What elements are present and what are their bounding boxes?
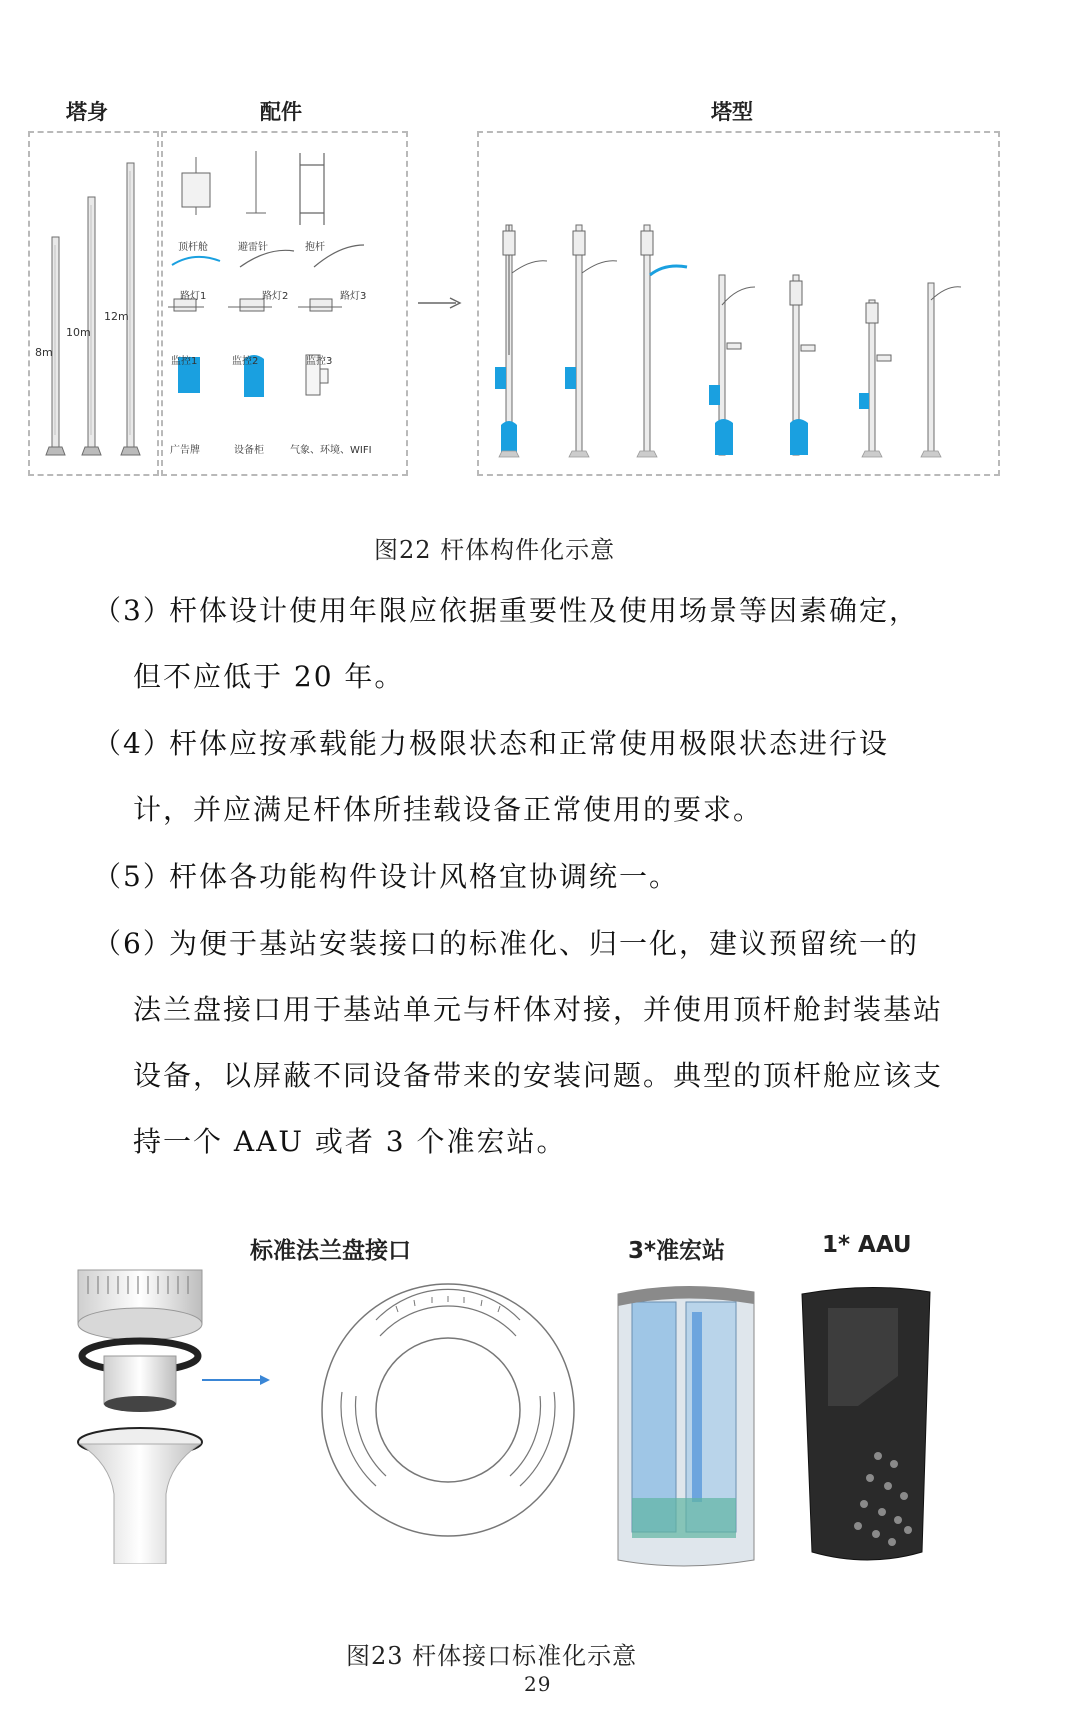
paragraph-6-line-2: 法兰盘接口用于基站单元与杆体对接，并使用顶杆舱封装基站 (133, 993, 944, 1026)
paragraph-6-line-4: 持一个 AAU 或者 3 个准宏站。 (133, 1125, 567, 1158)
paragraph-6 (93, 911, 1013, 1175)
camera-part-3 (298, 299, 342, 311)
paragraph-4 (93, 711, 1013, 843)
flange-plate-diagram (318, 1280, 578, 1540)
part-label-equipment-cabinet: 设备柜 (234, 445, 264, 456)
heading-parts: 配件 (260, 100, 302, 124)
heading-flange: 标准法兰盘接口 (250, 1238, 411, 1264)
heading-tower: 塔身 (66, 100, 108, 124)
part-label-streetlight-1: 路灯1 (180, 291, 207, 302)
pole-top-exploded-view (70, 1264, 340, 1564)
top-cabin-part (182, 157, 210, 215)
paragraph-3 (93, 578, 1013, 710)
part-label-camera-1: 监控1 (171, 356, 198, 367)
part-label-camera-3: 监控3 (306, 356, 333, 367)
paragraph-5-line-1: 杆体各功能构件设计风格宜协调统一。 (169, 860, 680, 893)
macro-station-enclosure (612, 1282, 762, 1570)
paragraph-3-line-2: 但不应低于 20 年。 (133, 660, 405, 693)
lightning-rod-part (246, 151, 266, 213)
paragraph-4-line-2: 计，并应满足杆体所挂载设备正常使用的要求。 (133, 793, 764, 826)
aau-unit (798, 1286, 938, 1568)
tower-poles-figure (30, 135, 158, 473)
paragraph-4-line-1: 杆体应按承载能力极限状态和正常使用极限状态进行设 (169, 727, 890, 760)
part-label-weather-env-wifi: 气象、环境、WIFI (290, 445, 372, 456)
height-label-12m: 12m (104, 310, 129, 323)
paragraph-6-line-3: 设备，以屏蔽不同设备带来的安装问题。典型的顶杆舱应该支 (133, 1059, 944, 1092)
tower-type-7 (931, 287, 961, 300)
pole-12m (121, 163, 140, 455)
part-label-top-cabin: 顶杆舱 (178, 242, 208, 253)
page-number: 29 (524, 1672, 552, 1696)
figure-22-caption: 图22 杆体构件化示意 (374, 536, 616, 564)
paragraph-3-number: （3） (93, 594, 173, 627)
part-label-camera-2: 监控2 (232, 356, 259, 367)
paragraph-4-number: （4） (93, 727, 173, 760)
arrow-right-icon (416, 296, 464, 310)
paragraph-6-line-1: 为便于基站安装接口的标准化、归一化，建议预留统一的 (169, 927, 920, 960)
figure-23-caption: 图23 杆体接口标准化示意 (346, 1642, 638, 1670)
height-label-8m: 8m (35, 346, 53, 359)
part-label-holding-pole: 抱杆 (305, 242, 325, 253)
heading-aau: 1* AAU (822, 1232, 912, 1258)
tower-types-figure (481, 135, 997, 473)
tower-type-4 (722, 287, 755, 349)
paragraph-6-number: （6） (93, 927, 173, 960)
paragraph-5 (93, 844, 1013, 910)
part-label-lightning-rod: 避雷针 (238, 242, 268, 253)
heading-macro-station: 3*准宏站 (628, 1238, 726, 1264)
streetlight-part-1 (172, 257, 220, 265)
paragraph-5-number: （5） (93, 860, 173, 893)
part-label-billboard: 广告牌 (170, 445, 200, 456)
heading-tower-type: 塔型 (711, 100, 753, 124)
part-label-streetlight-3: 路灯3 (340, 291, 367, 302)
paragraph-3-line-1: 杆体设计使用年限应依据重要性及使用场景等因素确定， (169, 594, 920, 627)
height-label-10m: 10m (66, 326, 91, 339)
tower-type-3 (641, 231, 653, 255)
holding-pole-part (300, 153, 324, 225)
part-label-streetlight-2: 路灯2 (262, 291, 289, 302)
parts-figure (164, 135, 404, 473)
